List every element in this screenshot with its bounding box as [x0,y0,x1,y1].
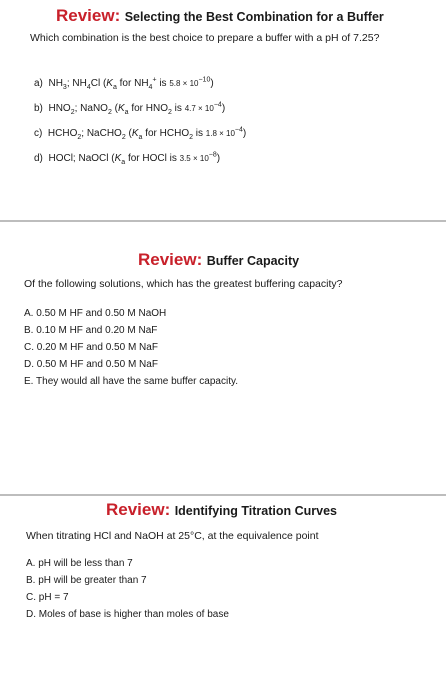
topic-label: Buffer Capacity [206,254,300,268]
option-a: A. pH will be less than 7 [26,558,133,569]
review-label: Review: [138,250,203,269]
option-b: B. 0.10 M HF and 0.20 M NaF [24,325,158,336]
option-c: C. pH = 7 [26,592,69,603]
slide-title [138,250,299,270]
option-a: a) $NH_3$; $NH_4Cl$ ($K_a$ for $NH_4^+$ is $5.8 \times 10^{-10}$) [34,76,214,91]
review-label: Review: [56,6,121,25]
review-label: Review: [106,500,171,519]
option-d: d) HOCl; NaOCl ($K_a$ for HOCl is $3.5 \times 10^{-8}$) [34,151,221,166]
question-text: Which combination is the best choice to prepare a buffer with a pH of 7.25? [30,32,380,44]
question-text: When titrating HCl and NaOH at 25°C, at the equivalence point [26,530,319,542]
option-b: B. pH will be greater than 7 [26,575,147,586]
option-e: E. They would all have the same buffer capacity. [24,376,239,387]
option-d: D. Moles of base is higher than moles of base [26,609,229,620]
option-d: D. 0.50 M HF and 0.50 M NaF [24,359,158,370]
option-b: b) $HNO_2$; NaNO$_2$ ($K_a$ for $HNO_2$ is $4.7 \times 10^{-4}$) [34,101,226,116]
option-c: c) $HCHO_2$; NaCHO$_2$ ($K_a$ for $HCHO_2$ is $1.8 \times 10^{-4}$) [34,126,247,141]
slide-title [56,6,384,26]
slide-buffer-capacity [0,222,446,494]
question-text: Of the following solutions, which has the greatest buffering capacity? [24,278,343,290]
topic-label: Identifying Titration Curves [174,504,337,518]
slide-titration-curves [0,496,446,700]
slide-buffer-combination [0,0,446,218]
topic-label: Selecting the Best Combination for a Buffer [124,10,384,24]
option-c: C. 0.20 M HF and 0.50 M NaF [24,342,158,353]
option-a: A. 0.50 M HF and 0.50 M NaOH [24,308,167,319]
slide-title [106,500,337,520]
